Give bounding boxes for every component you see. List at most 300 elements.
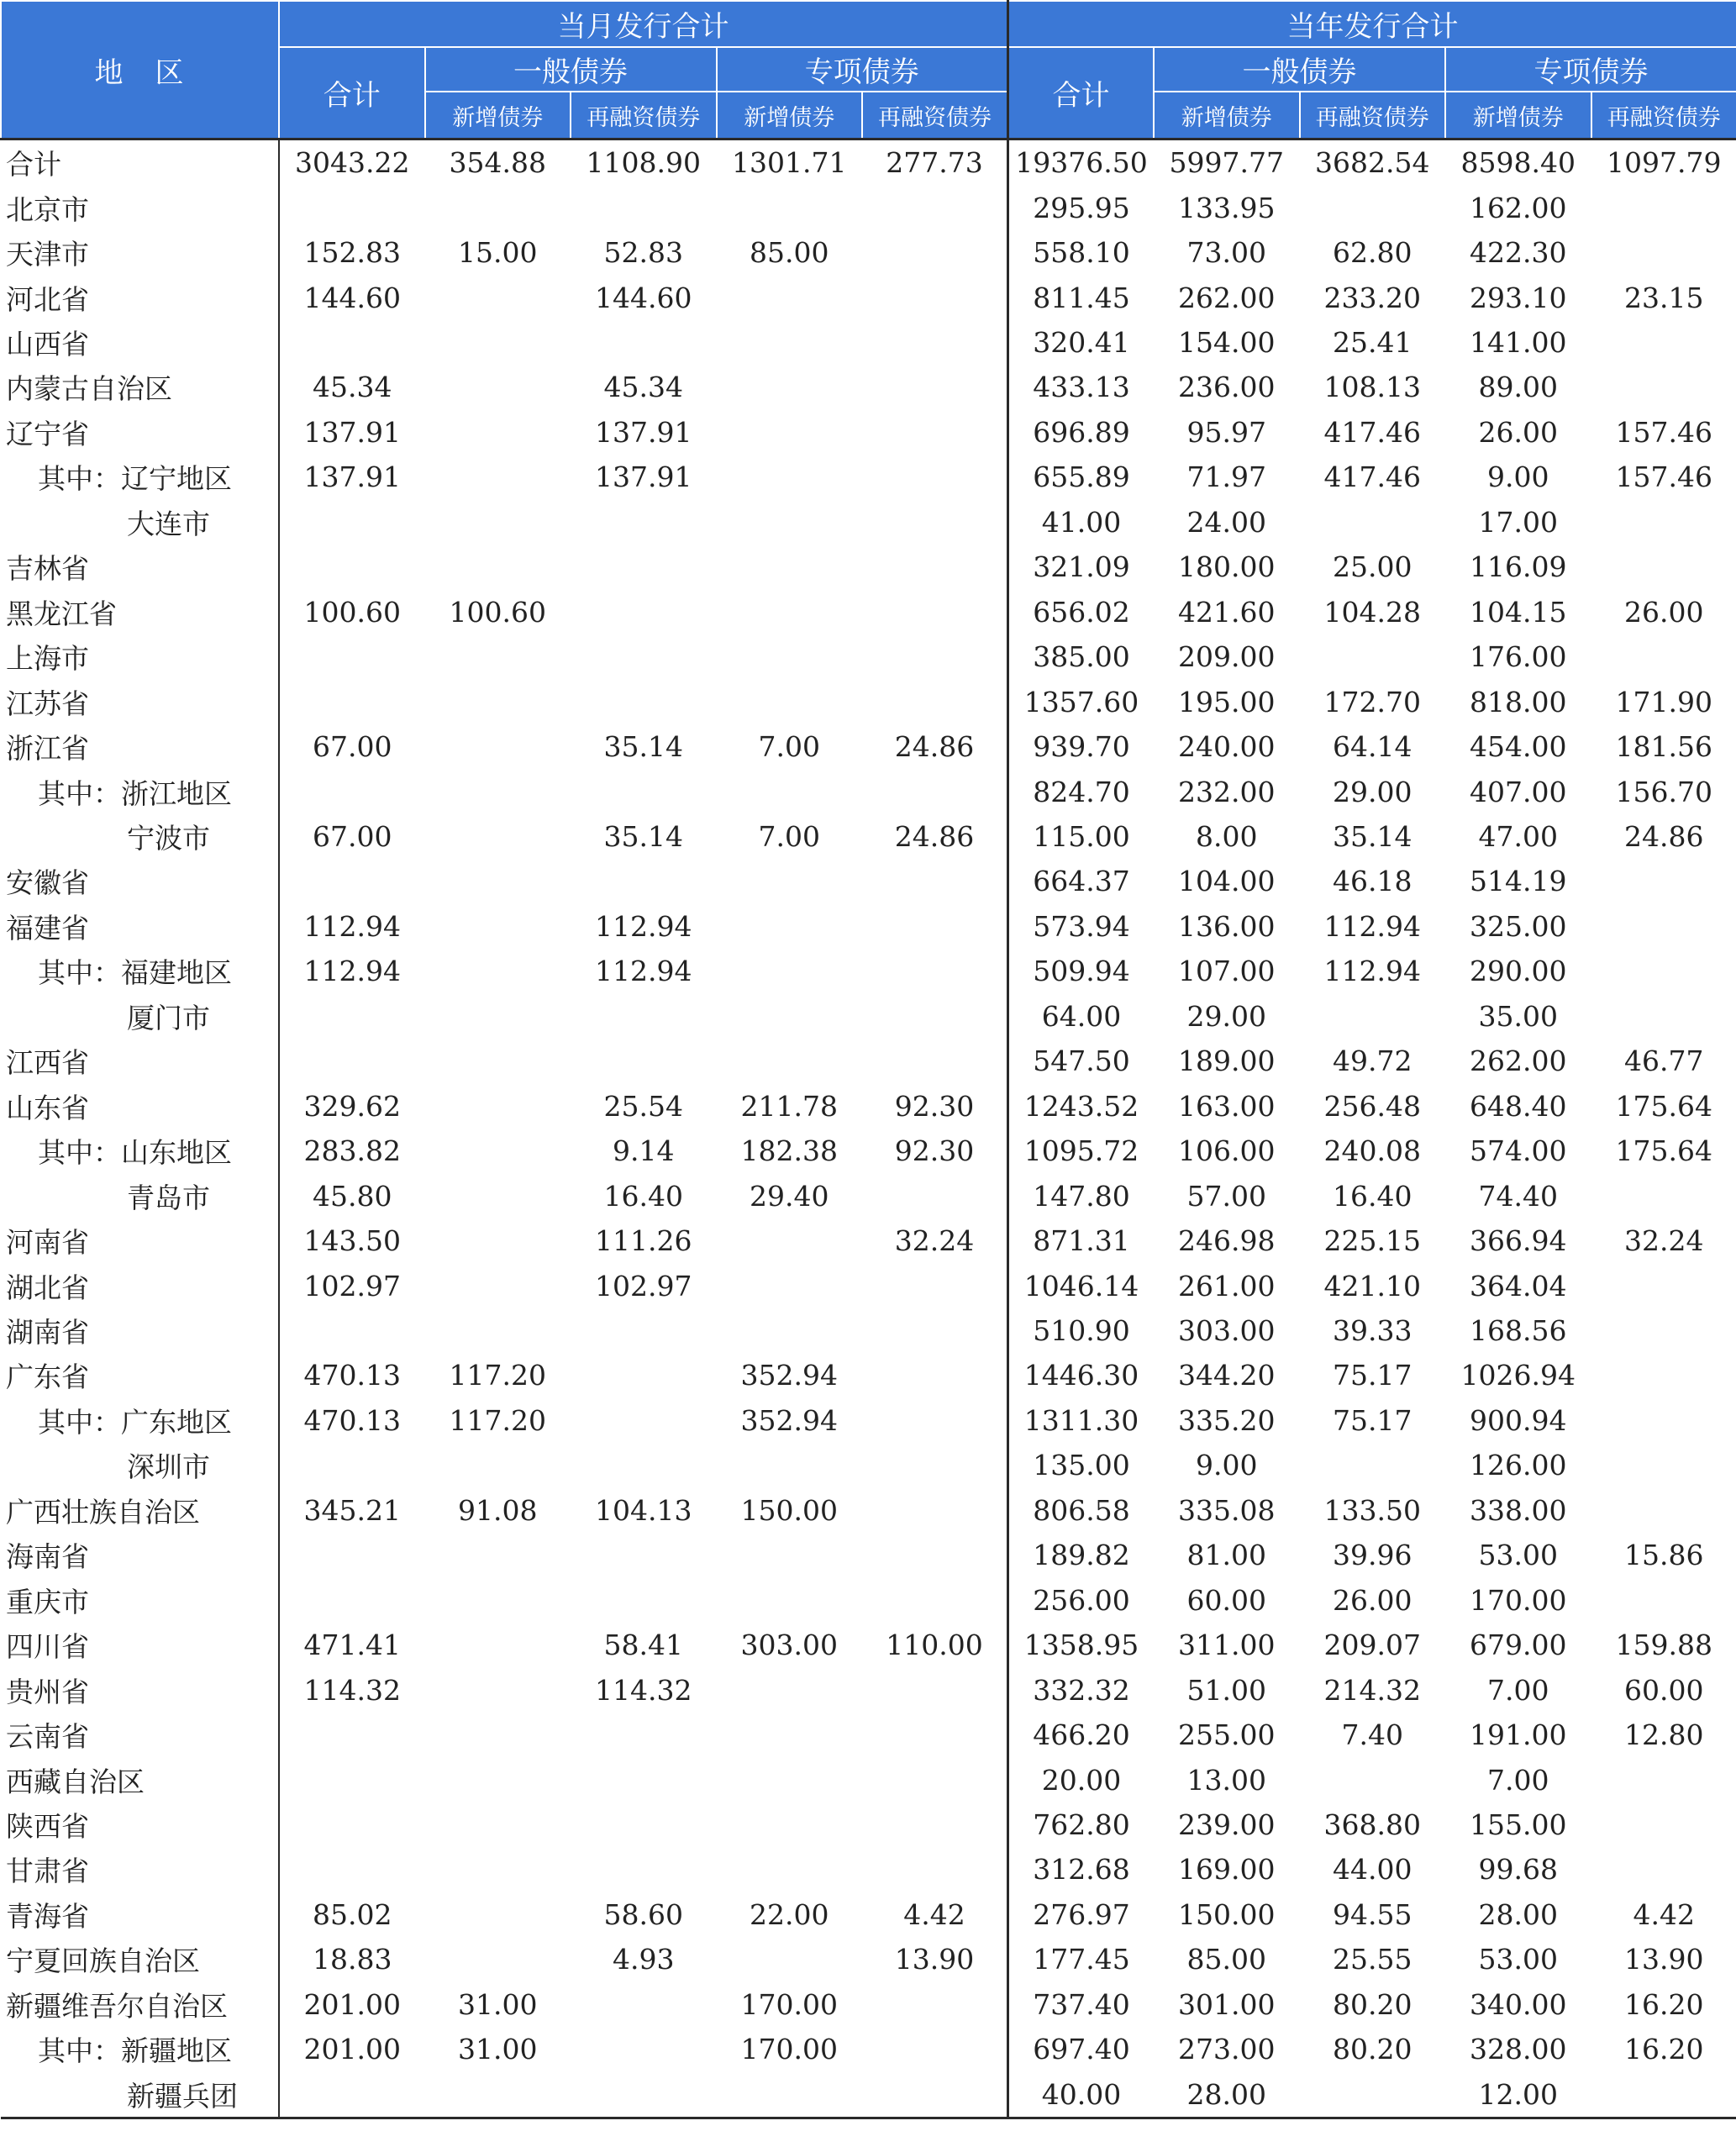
- value-cell: 335.08: [1178, 1493, 1276, 1527]
- table-row: [1, 500, 1736, 545]
- value-cell: 9.00: [1196, 1449, 1258, 1482]
- value-cell: 332.32: [1033, 1673, 1130, 1707]
- value-cell: [425, 1937, 571, 1981]
- table-row: [1, 994, 1736, 1039]
- value-cell: [279, 2071, 425, 2118]
- value-cell: [571, 500, 717, 545]
- value-cell: 7.00: [758, 820, 820, 854]
- value-cell: 24.86: [862, 724, 1008, 769]
- value-cell: 117.20: [449, 1403, 546, 1437]
- value-cell: [1591, 185, 1736, 229]
- value-cell: 112.94: [1323, 909, 1421, 943]
- value-cell: [862, 1263, 1008, 1308]
- value-cell: 45.34: [603, 371, 683, 404]
- region-name-cell: 天津市: [1, 230, 279, 275]
- value-cell: [571, 769, 717, 813]
- value-cell: 35.14: [1333, 820, 1412, 854]
- value-cell: [571, 320, 717, 365]
- table-body: [1, 139, 1736, 2118]
- value-cell: 338.00: [1470, 1493, 1567, 1527]
- table-row: [1, 455, 1736, 499]
- region-name-cell: 山东省: [1, 1084, 279, 1129]
- value-cell: [425, 1802, 571, 1847]
- value-cell: 26.00: [1333, 1583, 1412, 1617]
- value-cell: 664.37: [1033, 865, 1130, 898]
- value-cell: 1358.95: [1023, 1629, 1139, 1662]
- region-name-cell: 陕西省: [1, 1802, 279, 1847]
- value-cell: 466.20: [1033, 1718, 1130, 1752]
- value-cell: 368.80: [1323, 1808, 1421, 1841]
- value-cell: 301.00: [1178, 1987, 1276, 2021]
- region-name-cell: 新疆维吾尔自治区: [1, 1982, 279, 2027]
- region-name-cell: 北京市: [1, 185, 279, 229]
- value-cell: 137.91: [303, 415, 401, 449]
- table-row: [1, 410, 1736, 455]
- value-cell: 44.00: [1333, 1853, 1412, 1887]
- value-cell: [717, 365, 863, 409]
- value-cell: [862, 1173, 1008, 1218]
- value-cell: 143.50: [303, 1224, 401, 1258]
- value-cell: 168.56: [1470, 1314, 1567, 1347]
- value-cell: 25.55: [1333, 1943, 1412, 1976]
- value-cell: [1591, 1353, 1736, 1397]
- value-cell: [717, 455, 863, 499]
- value-cell: [425, 185, 571, 229]
- value-cell: 900.94: [1470, 1403, 1567, 1437]
- table-row: [1, 1443, 1736, 1487]
- value-cell: [862, 1982, 1008, 2027]
- value-cell: 135.00: [1033, 1449, 1130, 1482]
- table-row: [1, 230, 1736, 275]
- table-row: [1, 1129, 1736, 1173]
- region-name-cell: 四川省: [1, 1623, 279, 1667]
- value-cell: [425, 1308, 571, 1353]
- value-cell: 85.00: [1186, 1943, 1266, 1976]
- value-cell: 92.30: [862, 1084, 1008, 1129]
- value-cell: [425, 545, 571, 589]
- value-cell: 13.90: [862, 1937, 1008, 1981]
- value-cell: [425, 634, 571, 679]
- value-cell: [717, 2071, 863, 2118]
- table-row: [1, 1488, 1736, 1533]
- value-cell: 53.00: [1478, 1943, 1558, 1976]
- value-cell: [717, 1308, 863, 1353]
- value-cell: 64.14: [1333, 730, 1412, 764]
- region-name-cell: 黑龙江省: [1, 590, 279, 634]
- region-name-cell: 福建省: [1, 904, 279, 949]
- value-cell: 12.80: [1624, 1718, 1704, 1752]
- value-cell: [717, 590, 863, 634]
- region-name-cell: 其中：辽宁地区: [1, 455, 279, 499]
- region-name-cell: 贵州省: [1, 1667, 279, 1712]
- value-cell: 154.00: [1178, 326, 1276, 360]
- region-name-cell: 厦门市: [1, 994, 279, 1039]
- value-cell: 283.82: [303, 1134, 401, 1168]
- header-year-general-refi: 再融资债券: [1300, 92, 1446, 139]
- value-cell: 510.90: [1033, 1314, 1130, 1347]
- value-cell: 3682.54: [1300, 139, 1446, 186]
- value-cell: 470.13: [303, 1359, 401, 1392]
- value-cell: 144.60: [595, 281, 692, 314]
- table-row: [1, 904, 1736, 949]
- value-cell: 91.08: [458, 1493, 538, 1527]
- value-cell: [279, 1443, 425, 1487]
- value-cell: 262.00: [1178, 281, 1276, 314]
- value-cell: [571, 545, 717, 589]
- value-cell: [425, 679, 571, 724]
- table-header: [1, 1, 1736, 139]
- table-row: [1, 1892, 1736, 1937]
- value-cell: 25.00: [1333, 550, 1412, 584]
- value-cell: 573.94: [1033, 909, 1130, 943]
- value-cell: 133.95: [1178, 191, 1276, 224]
- value-cell: 762.80: [1033, 1808, 1130, 1841]
- region-name-cell: 其中：新疆地区: [1, 2027, 279, 2071]
- value-cell: 417.46: [1323, 415, 1421, 449]
- value-cell: [1591, 1488, 1736, 1533]
- value-cell: 112.94: [303, 955, 401, 988]
- value-cell: 806.58: [1033, 1493, 1130, 1527]
- region-name-cell: 宁波市: [1, 814, 279, 859]
- value-cell: 71.97: [1186, 460, 1266, 494]
- region-name-cell: 河南省: [1, 1218, 279, 1263]
- value-cell: 181.56: [1615, 730, 1712, 764]
- value-cell: [571, 1308, 717, 1353]
- table-row: [1, 1802, 1736, 1847]
- value-cell: 225.15: [1323, 1224, 1421, 1258]
- value-cell: 115.00: [1033, 820, 1130, 854]
- table-row: [1, 1308, 1736, 1353]
- region-name-cell: 上海市: [1, 634, 279, 679]
- value-cell: [717, 1263, 863, 1308]
- header-month-general-refi: 再融资债券: [571, 92, 717, 139]
- value-cell: 7.00: [758, 730, 820, 764]
- value-cell: 169.00: [1178, 1853, 1276, 1887]
- table-row: [1, 1623, 1736, 1667]
- value-cell: [279, 1578, 425, 1623]
- value-cell: 15.86: [1624, 1539, 1704, 1572]
- value-cell: [571, 185, 717, 229]
- region-name-cell: 其中：山东地区: [1, 1129, 279, 1173]
- value-cell: [862, 185, 1008, 229]
- value-cell: 35.14: [603, 730, 683, 764]
- value-cell: [571, 1443, 717, 1487]
- value-cell: 53.00: [1478, 1539, 1558, 1572]
- value-cell: 290.00: [1470, 955, 1567, 988]
- value-cell: [571, 1039, 717, 1083]
- value-cell: 246.98: [1178, 1224, 1276, 1258]
- value-cell: 648.40: [1470, 1089, 1567, 1123]
- value-cell: [571, 2071, 717, 2118]
- value-cell: 1301.71: [717, 139, 863, 186]
- value-cell: [1300, 2071, 1446, 2118]
- value-cell: 236.00: [1178, 371, 1276, 404]
- value-cell: 110.00: [862, 1623, 1008, 1667]
- value-cell: 8.00: [1196, 820, 1258, 854]
- value-cell: [862, 1039, 1008, 1083]
- value-cell: 35.14: [603, 820, 683, 854]
- value-cell: 17.00: [1478, 505, 1558, 539]
- value-cell: 1097.79: [1591, 139, 1736, 186]
- table-row: [1, 545, 1736, 589]
- value-cell: 104.28: [1323, 595, 1421, 629]
- value-cell: 352.94: [740, 1359, 838, 1392]
- value-cell: 58.41: [603, 1629, 683, 1662]
- value-cell: [279, 1757, 425, 1802]
- value-cell: 328.00: [1470, 2033, 1567, 2066]
- value-cell: 136.00: [1178, 909, 1276, 943]
- value-cell: 454.00: [1470, 730, 1567, 764]
- region-name-cell: 宁夏回族自治区: [1, 1937, 279, 1981]
- value-cell: [571, 1353, 717, 1397]
- value-cell: 26.00: [1624, 595, 1704, 629]
- value-cell: [279, 500, 425, 545]
- region-name-cell: 大连市: [1, 500, 279, 545]
- value-cell: [425, 320, 571, 365]
- value-cell: [717, 904, 863, 949]
- value-cell: 80.20: [1333, 1987, 1412, 2021]
- region-name-cell: 江苏省: [1, 679, 279, 724]
- value-cell: [571, 1398, 717, 1443]
- value-cell: 114.32: [303, 1673, 401, 1707]
- value-cell: [862, 1533, 1008, 1577]
- value-cell: 1108.90: [571, 139, 717, 186]
- header-month-special-new: 新增债券: [717, 92, 863, 139]
- value-cell: [1300, 185, 1446, 229]
- value-cell: 49.72: [1333, 1045, 1412, 1078]
- header-month-sum: 合计: [279, 47, 425, 139]
- value-cell: [862, 590, 1008, 634]
- value-cell: 108.13: [1323, 371, 1421, 404]
- value-cell: [717, 1937, 863, 1981]
- region-name-cell: 其中：广东地区: [1, 1398, 279, 1443]
- value-cell: 104.13: [595, 1493, 692, 1527]
- value-cell: 28.00: [1154, 2071, 1300, 2118]
- value-cell: 23.15: [1624, 281, 1704, 314]
- value-cell: 4.42: [1633, 1897, 1696, 1931]
- value-cell: [571, 590, 717, 634]
- value-cell: 16.20: [1624, 2033, 1704, 2066]
- value-cell: 201.00: [303, 2033, 401, 2066]
- value-cell: 19376.50: [1008, 139, 1155, 186]
- value-cell: 325.00: [1470, 909, 1567, 943]
- value-cell: 114.32: [595, 1673, 692, 1707]
- header-year-special-new: 新增债券: [1445, 92, 1591, 139]
- value-cell: 102.97: [595, 1269, 692, 1302]
- value-cell: [425, 365, 571, 409]
- value-cell: [425, 275, 571, 319]
- value-cell: [717, 500, 863, 545]
- header-year-total: 当年发行合计: [1008, 1, 1736, 47]
- value-cell: [279, 859, 425, 903]
- value-cell: [862, 994, 1008, 1039]
- value-cell: [862, 2071, 1008, 2118]
- region-name-cell: 海南省: [1, 1533, 279, 1577]
- region-name-cell: 湖南省: [1, 1308, 279, 1353]
- value-cell: [1591, 859, 1736, 903]
- value-cell: 1357.60: [1023, 685, 1139, 718]
- table-row: [1, 1218, 1736, 1263]
- table-row: [1, 679, 1736, 724]
- value-cell: 385.00: [1033, 640, 1130, 674]
- value-cell: [571, 1847, 717, 1892]
- value-cell: [717, 1578, 863, 1623]
- value-cell: 321.09: [1033, 550, 1130, 584]
- value-cell: 94.55: [1333, 1897, 1412, 1931]
- value-cell: 170.00: [740, 2033, 838, 2066]
- value-cell: 9.14: [613, 1134, 675, 1168]
- value-cell: 102.97: [303, 1269, 401, 1302]
- table-row: [1, 185, 1736, 229]
- value-cell: [425, 859, 571, 903]
- value-cell: 209.00: [1178, 640, 1276, 674]
- value-cell: [862, 1847, 1008, 1892]
- value-cell: [1591, 1308, 1736, 1353]
- value-cell: 163.00: [1178, 1089, 1276, 1123]
- value-cell: [862, 275, 1008, 319]
- table-row: [1, 724, 1736, 769]
- value-cell: 62.80: [1333, 236, 1412, 270]
- value-cell: [717, 320, 863, 365]
- value-cell: 112.94: [1323, 955, 1421, 988]
- value-cell: 137.91: [595, 460, 692, 494]
- value-cell: [1591, 994, 1736, 1039]
- value-cell: 133.50: [1323, 1493, 1421, 1527]
- value-cell: 172.70: [1323, 685, 1421, 718]
- value-cell: 558.10: [1033, 236, 1130, 270]
- value-cell: 329.62: [303, 1089, 401, 1123]
- value-cell: 75.17: [1333, 1403, 1412, 1437]
- table-row: [1, 814, 1736, 859]
- value-cell: 696.89: [1033, 415, 1130, 449]
- value-cell: 471.41: [303, 1629, 401, 1662]
- value-cell: 295.95: [1033, 191, 1130, 224]
- value-cell: 180.00: [1178, 550, 1276, 584]
- value-cell: [571, 1982, 717, 2027]
- value-cell: 52.83: [603, 236, 683, 270]
- value-cell: 344.20: [1178, 1359, 1276, 1392]
- region-name-cell: 西藏自治区: [1, 1757, 279, 1802]
- value-cell: 144.60: [303, 281, 401, 314]
- value-cell: [717, 1847, 863, 1892]
- value-cell: 209.07: [1323, 1629, 1421, 1662]
- value-cell: [425, 1713, 571, 1757]
- table-row: [1, 1757, 1736, 1802]
- value-cell: 9.00: [1487, 460, 1549, 494]
- value-cell: [571, 859, 717, 903]
- value-cell: 112.94: [595, 909, 692, 943]
- region-name-cell: 辽宁省: [1, 410, 279, 455]
- value-cell: [862, 1488, 1008, 1533]
- value-cell: [1591, 1847, 1736, 1892]
- value-cell: 137.91: [595, 415, 692, 449]
- value-cell: [862, 949, 1008, 993]
- value-cell: 7.00: [1487, 1673, 1549, 1707]
- value-cell: 31.00: [458, 2033, 538, 2066]
- value-cell: 106.00: [1178, 1134, 1276, 1168]
- value-cell: [425, 1892, 571, 1937]
- value-cell: 335.20: [1178, 1403, 1276, 1437]
- region-name-cell: 合计: [1, 139, 279, 186]
- header-year-special-refi: 再融资债券: [1591, 92, 1736, 139]
- region-name-cell: 广西壮族自治区: [1, 1488, 279, 1533]
- value-cell: 417.46: [1323, 460, 1421, 494]
- value-cell: [1591, 949, 1736, 993]
- value-cell: 150.00: [1178, 1897, 1276, 1931]
- header-year-general-new: 新增债券: [1154, 92, 1300, 139]
- region-name-cell: 青海省: [1, 1892, 279, 1937]
- value-cell: 74.40: [1478, 1179, 1558, 1213]
- value-cell: 407.00: [1470, 775, 1567, 808]
- table-row: [1, 1263, 1736, 1308]
- value-cell: 16.40: [1333, 1179, 1412, 1213]
- value-cell: [425, 1623, 571, 1667]
- value-cell: 156.70: [1615, 775, 1712, 808]
- value-cell: [425, 994, 571, 1039]
- value-cell: [862, 1443, 1008, 1487]
- value-cell: [717, 1802, 863, 1847]
- value-cell: 1095.72: [1023, 1134, 1139, 1168]
- value-cell: [279, 1533, 425, 1577]
- value-cell: [425, 1847, 571, 1892]
- header-month-general: 一般债券: [425, 47, 717, 92]
- value-cell: [1300, 634, 1446, 679]
- value-cell: [862, 1353, 1008, 1397]
- value-cell: [862, 320, 1008, 365]
- value-cell: [571, 1533, 717, 1577]
- value-cell: [1591, 1443, 1736, 1487]
- value-cell: 12.00: [1445, 2071, 1591, 2118]
- region-name-cell: 其中：浙江地区: [1, 769, 279, 813]
- value-cell: 25.54: [603, 1089, 683, 1123]
- value-cell: [1591, 320, 1736, 365]
- value-cell: 233.20: [1323, 281, 1421, 314]
- value-cell: [1591, 2071, 1736, 2118]
- header-month-general-new: 新增债券: [425, 92, 571, 139]
- value-cell: 147.80: [1033, 1179, 1130, 1213]
- value-cell: [1591, 1263, 1736, 1308]
- value-cell: [425, 724, 571, 769]
- value-cell: [862, 1308, 1008, 1353]
- value-cell: 104.15: [1470, 595, 1567, 629]
- value-cell: 32.24: [862, 1218, 1008, 1263]
- table-row: [1, 1398, 1736, 1443]
- value-cell: 24.86: [862, 814, 1008, 859]
- value-cell: 32.24: [1624, 1224, 1704, 1258]
- value-cell: [862, 769, 1008, 813]
- value-cell: 303.00: [740, 1629, 838, 1662]
- value-cell: 262.00: [1470, 1045, 1567, 1078]
- region-name-cell: 云南省: [1, 1713, 279, 1757]
- value-cell: 24.86: [1624, 820, 1704, 854]
- value-cell: 211.78: [740, 1089, 838, 1123]
- value-cell: [717, 994, 863, 1039]
- value-cell: 175.64: [1615, 1134, 1712, 1168]
- value-cell: 60.00: [1186, 1583, 1266, 1617]
- value-cell: [862, 545, 1008, 589]
- table-row: [1, 320, 1736, 365]
- table-row: [1, 590, 1736, 634]
- value-cell: 470.13: [303, 1403, 401, 1437]
- value-cell: 189.00: [1178, 1045, 1276, 1078]
- value-cell: 7.40: [1341, 1718, 1403, 1752]
- value-cell: 73.00: [1186, 236, 1266, 270]
- value-cell: [1300, 500, 1446, 545]
- value-cell: 170.00: [1470, 1583, 1567, 1617]
- value-cell: [717, 1039, 863, 1083]
- value-cell: 92.30: [862, 1129, 1008, 1173]
- value-cell: 24.00: [1186, 505, 1266, 539]
